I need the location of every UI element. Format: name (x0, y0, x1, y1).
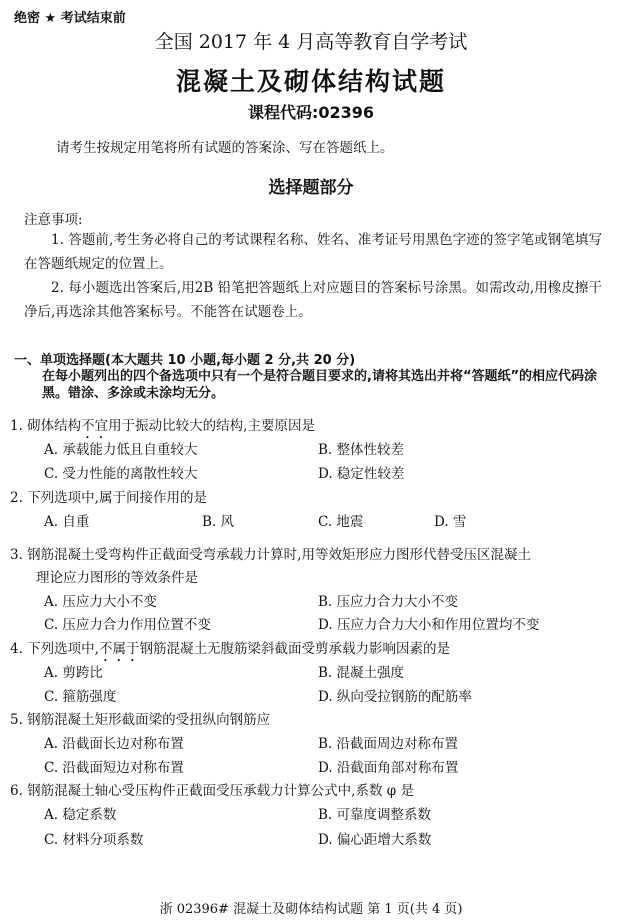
option-b: B. 可靠度调整系数 (318, 807, 432, 823)
question-stem: 3. 钢筋混凝土受弯构件正截面受弯承载力计算时,用等效矩形应力图形代替受压区混凝土 (10, 547, 531, 563)
option-c: C. 受力性能的离散性较大 (44, 466, 198, 482)
section-heading: 一、单项选择题(本大题共 10 小题,每小题 2 分,共 20 分) (14, 353, 356, 368)
question-stem: 4. 下列选项中,不属于钢筋混凝土无腹筋梁斜截面受剪承载力影响因素的是 (10, 641, 450, 657)
option-c: C. 地震 (318, 514, 364, 530)
option-a: A. 自重 (44, 514, 90, 530)
option-a: A. 沿截面长边对称布置 (44, 736, 184, 752)
course-code: 课程代码:02396 (247, 103, 375, 122)
question-stem: 2. 下列选项中,属于间接作用的是 (10, 490, 207, 506)
note-item: 2. 每小题选出答案后,用2B 铅笔把答题纸上对应题目的答案标号涂黑。如需改动,用橡皮擦干净后,再选涂其他答案标号。不能答在试题卷上。 (24, 280, 602, 320)
subject-title: 混凝土及砌体结构试题 (175, 67, 446, 96)
question-stem: 6. 钢筋混凝土轴心受压构件正截面受压承载力计算公式中,系数 φ 是 (10, 783, 414, 799)
option-d: D. 压应力合力大小和作用位置均不变 (318, 617, 540, 633)
option-d: D. 纵向受拉钢筋的配筋率 (318, 689, 472, 705)
question-stem-continued: 理论应力图形的等效条件是 (36, 570, 198, 586)
option-b: B. 压应力合力大小不变 (318, 594, 459, 610)
question-stem: 1. 砌体结构不宜用于振动比较大的结构,主要原因是 (10, 418, 315, 434)
option-b: B. 整体性较差 (318, 442, 405, 458)
option-b: B. 沿截面周边对称布置 (318, 736, 459, 752)
note-item: 1. 答题前,考生务必将自己的考试课程名称、姓名、准考证号用黑色字迹的签字笔或钢笔填写在答题纸规定的位置上。 (24, 232, 602, 272)
option-d: D. 雪 (434, 514, 467, 530)
emphasis-text: 不宜 (81, 418, 109, 434)
option-b: B. 混凝土强度 (318, 665, 405, 681)
notes-heading: 注意事项: (24, 212, 83, 228)
part-title: 选择题部分 (268, 178, 354, 198)
option-d: D. 沿截面角部对称布置 (318, 760, 459, 776)
option-b: B. 风 (202, 514, 235, 530)
option-d: D. 稳定性较差 (318, 466, 405, 482)
confidential-label: 绝密 ★ 考试结束前 (14, 11, 126, 26)
option-c: C. 沿截面短边对称布置 (44, 760, 184, 776)
page-footer: 浙 02396# 混凝土及砌体结构试题 第 1 页(共 4 页) (159, 902, 463, 917)
option-c: C. 压应力合力作用位置不变 (44, 617, 211, 633)
question-stem: 5. 钢筋混凝土矩形截面梁的受扭纵向钢筋应 (10, 712, 271, 728)
emphasis-text: 不属于 (98, 641, 140, 657)
answer-instruction: 请考生按规定用笔将所有试题的答案涂、写在答题纸上。 (56, 140, 394, 156)
option-a: A. 稳定系数 (44, 807, 117, 823)
option-a: A. 剪跨比 (44, 665, 103, 681)
option-d: D. 偏心距增大系数 (318, 832, 432, 848)
option-a: A. 压应力大小不变 (44, 594, 157, 610)
option-a: A. 承载能力低且自重较大 (44, 442, 198, 458)
exam-title: 全国 2017 年 4 月高等教育自学考试 (154, 31, 468, 53)
option-c: C. 箍筋强度 (44, 689, 117, 705)
section-description: 在每小题列出的四个备选项中只有一个是符合题目要求的,请将其选出并将“答题纸”的相应代码涂黑。错涂、多涂或未涂均无分。 (42, 369, 598, 401)
option-c: C. 材料分项系数 (44, 832, 144, 848)
